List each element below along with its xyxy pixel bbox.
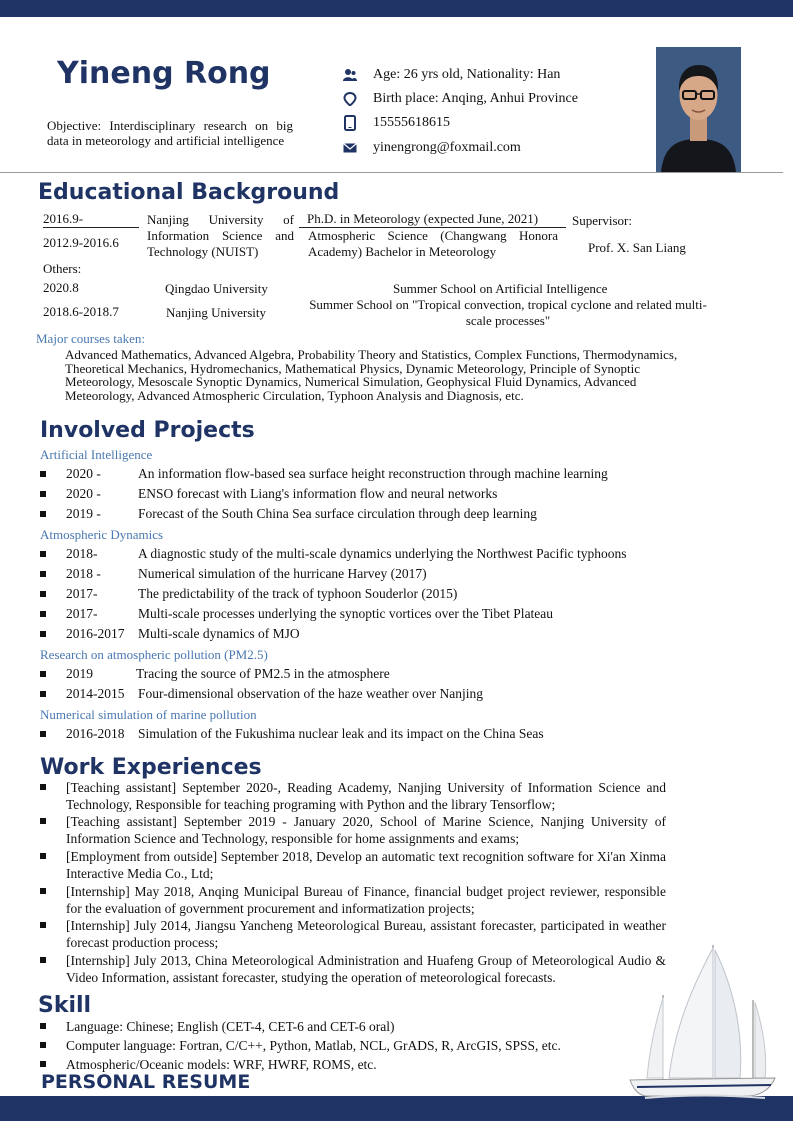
project-item: 2019 - Forecast of the South China Sea surface circulation through deep learning (40, 506, 537, 522)
bullet-icon (40, 731, 46, 737)
bullet-icon (40, 551, 46, 557)
work-item: [Internship] May 2018, Anqing Municipal Bureau of Finance, financial budget project reviewer, responsible for the evaluation of government procurement and informatization projects; (40, 883, 666, 917)
edu-school: Nanjing University of Information Science and Technology (NUIST) (147, 212, 294, 259)
bullet-icon (40, 1023, 46, 1029)
top-banner (0, 0, 793, 17)
projects-title: Involved Projects (40, 418, 255, 443)
project-item: 2020 - An information flow-based sea surface height reconstruction through machine learning (40, 466, 608, 482)
work-item: [Internship] July 2013, China Meteorological Administration and Huafeng Group of Meteorological Audio & Video Information, assistant forecaster, studying the operation of meteorological forecasts. (40, 952, 666, 986)
header-divider (0, 172, 783, 173)
skill-title: Skill (38, 993, 92, 1018)
project-group-title: Numerical simulation of marine pollution (40, 707, 257, 722)
project-group-title: Artificial Intelligence (40, 447, 153, 462)
contact-email-text[interactable]: yinengrong@foxmail.com (373, 140, 521, 155)
others-label: Others: (43, 261, 82, 276)
contact-age (343, 65, 560, 85)
skill-item: Language: Chinese; English (CET-4, CET-6 and CET-6 oral) (40, 1018, 394, 1035)
objective-text: Objective: Interdisciplinary research on big data in meteorology and artificial intelligence (47, 118, 293, 148)
project-item: 2018 - Numerical simulation of the hurricane Harvey (2017) (40, 566, 427, 582)
personal-resume-label: PERSONAL RESUME (41, 1071, 251, 1093)
contact-birthplace (343, 89, 578, 109)
project-item: 2019 Tracing the source of PM2.5 in the atmosphere (40, 666, 390, 682)
other-date: 2020.8 (43, 280, 79, 295)
other-date: 2018.6-2018.7 (43, 304, 119, 319)
project-group-title: Research on atmospheric pollution (PM2.5) (40, 647, 268, 662)
work-item: [Internship] July 2014, Jiangsu Yancheng Meteorological Bureau, assistant forecaster, participated in weather forecast production process; (40, 917, 666, 951)
work-title: Work Experiences (40, 755, 262, 780)
contact-email (343, 138, 521, 158)
project-item: 2020 - ENSO forecast with Liang's information flow and neural networks (40, 486, 497, 502)
phone-icon (343, 116, 357, 130)
bullet-icon (40, 671, 46, 677)
bullet-icon (40, 631, 46, 637)
bullet-icon (40, 491, 46, 497)
bullet-icon (40, 591, 46, 597)
skill-item: Computer language: Fortran, C/C++, Python, Matlab, NCL, GrADS, R, ArcGIS, SPSS, etc. (40, 1037, 561, 1054)
bullet-icon (40, 922, 46, 928)
candidate-name: Yineng Rong (57, 56, 271, 91)
bullet-icon (40, 471, 46, 477)
skill-item: Atmospheric/Oceanic models: WRF, HWRF, ROMS, etc. (40, 1056, 377, 1073)
work-item: [Employment from outside] September 2018, Develop an automatic text recognition software for Xi'an Xinma Interactive Media Co., Ltd; (40, 848, 666, 882)
education-title: Educational Background (38, 180, 340, 205)
person-icon (343, 68, 357, 82)
project-item: 2016-2017 Multi-scale dynamics of MJO (40, 626, 300, 642)
other-desc: Summer School on "Tropical convection, tropical cyclone and related multi-scale processes" (309, 297, 707, 328)
bullet-icon (40, 1061, 46, 1067)
contact-age-text: Age: 26 yrs old, Nationality: Han (373, 67, 561, 82)
edu-date-bachelor: 2012.9-2016.6 (43, 235, 119, 250)
project-item: 2014-2015 Four-dimensional observation of the haze weather over Nanjing (40, 686, 483, 702)
work-item: [Teaching assistant] September 2020-, Reading Academy, Nanjing University of Information Science and Technology, Responsible for teaching programing with Python and the library Tensorflow; (40, 779, 666, 813)
edu-degree-bachelor: Atmospheric Science (Changwang Honora Academy) Bachelor in Meteorology (308, 228, 558, 259)
contact-birthplace-text: Birth place: Anqing, Anhui Province (373, 91, 578, 106)
bullet-icon (40, 818, 46, 824)
supervisor-label: Supervisor: (572, 213, 632, 228)
project-item: 2017- The predictability of the track of typhoon Souderlor (2015) (40, 586, 457, 602)
bullet-icon (40, 611, 46, 617)
project-item: 2017- Multi-scale processes underlying the synoptic vortices over the Tibet Plateau (40, 606, 553, 622)
supervisor-name: Prof. X. San Liang (588, 240, 686, 255)
edu-degree-phd: Ph.D. in Meteorology (expected June, 2021) (299, 211, 566, 228)
contact-phone-text[interactable]: 15555618615 (373, 115, 450, 130)
bullet-icon (40, 957, 46, 963)
bullet-icon (40, 1042, 46, 1048)
bullet-icon (40, 691, 46, 697)
courses-label: Major courses taken: (36, 331, 146, 346)
contact-phone (343, 113, 450, 133)
profile-photo (656, 47, 741, 172)
bullet-icon (40, 511, 46, 517)
other-desc: Summer School on Artificial Intelligence (393, 281, 608, 296)
other-place: Qingdao University (165, 281, 268, 296)
location-icon (343, 92, 357, 106)
other-place: Nanjing University (166, 305, 267, 320)
bullet-icon (40, 888, 46, 894)
sailboat-icon (625, 940, 780, 1100)
project-item: 2016-2018 Simulation of the Fukushima nuclear leak and its impact on the China Seas (40, 726, 544, 742)
bullet-icon (40, 571, 46, 577)
edu-date-phd: 2016.9- (43, 211, 139, 228)
bullet-icon (40, 784, 46, 790)
email-icon (343, 141, 357, 155)
project-group-title: Atmospheric Dynamics (40, 527, 164, 542)
project-item: 2018- A diagnostic study of the multi-scale dynamics underlying the Northwest Pacific typhoons (40, 546, 627, 562)
work-item: [Teaching assistant] September 2019 - January 2020, School of Marine Science, Nanjing University of Information Science and Technology, responsible for home assignments and exams; (40, 813, 666, 847)
bullet-icon (40, 853, 46, 859)
courses-list: Advanced Mathematics, Advanced Algebra, Probability Theory and Statistics, Complex Functions, Thermodynamics, Theoretical Mechanics, Hydromechanics, Mathematical Physics, Dynamic Meteorology, Principle of Synoptic Meteorology, Mesoscale Synoptic Dynamics, Numerical Simulation, Geophysical Fluid Dynamics, Advanced Meteorology, Advanced Atmospheric Circulation, Typhoon Analysis and Diagnosis, etc. (65, 347, 678, 403)
